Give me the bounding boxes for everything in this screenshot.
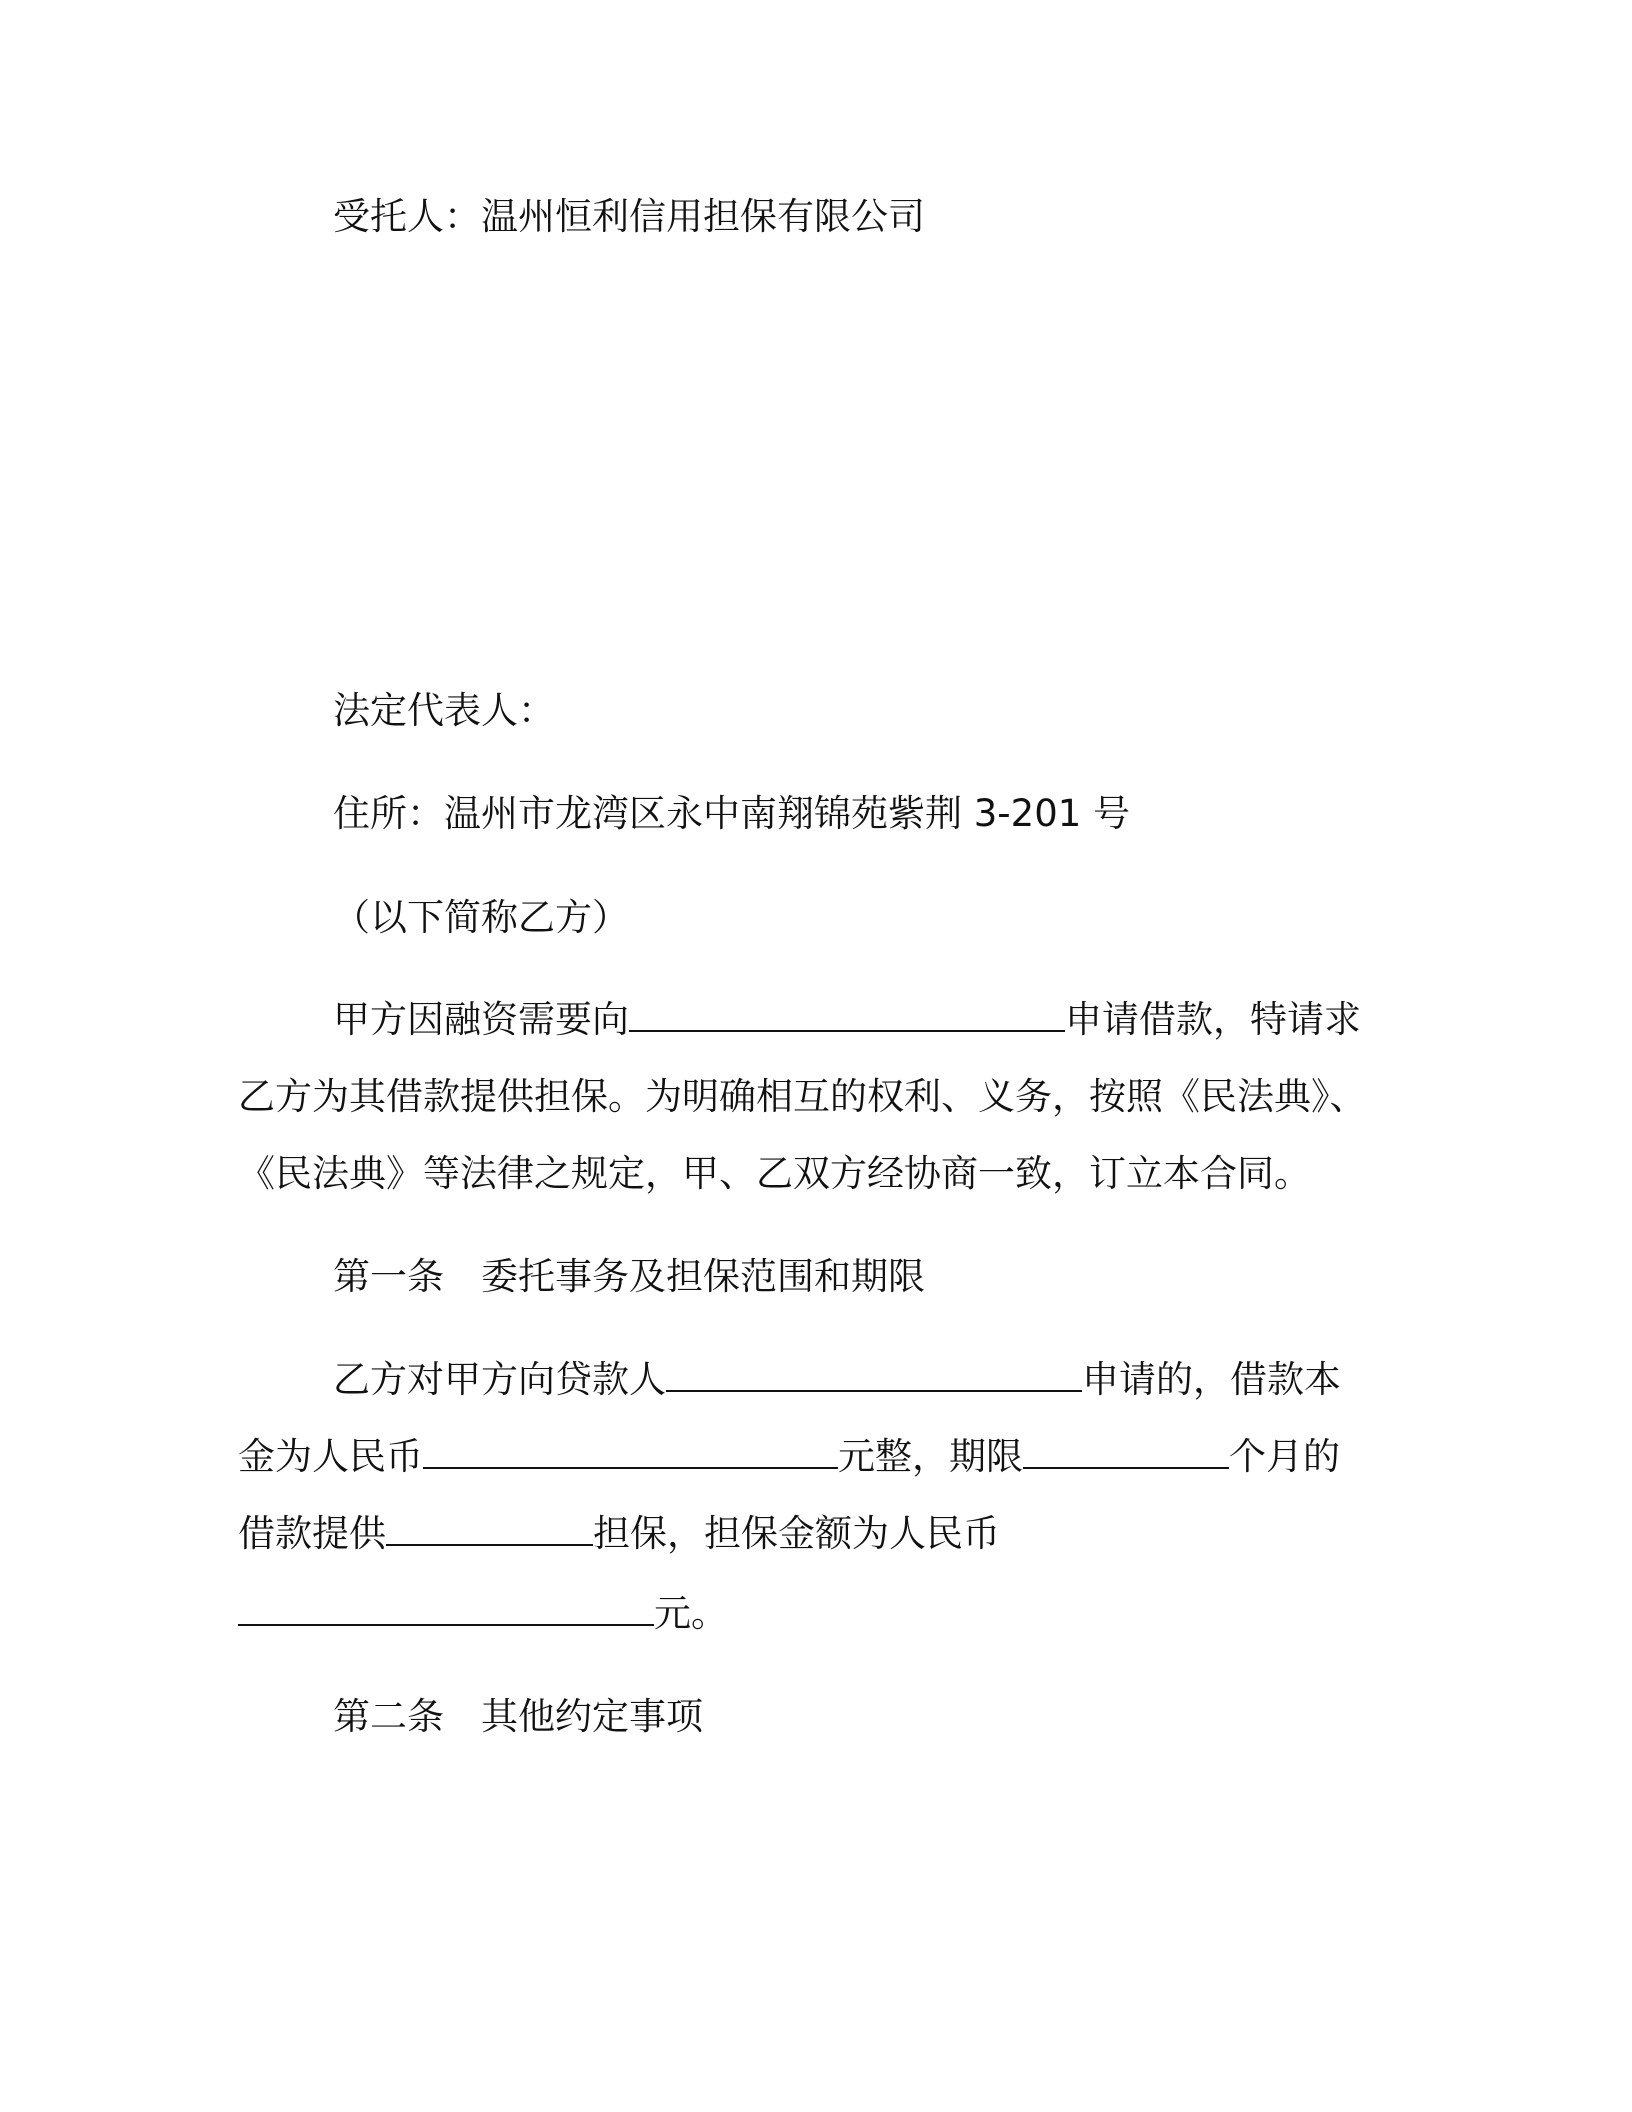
article-1-line-2: [238, 1433, 1340, 1481]
trustee-label: 受托人：: [333, 195, 481, 238]
preamble-line3-text: 《民法典》等法律之规定，甲、乙双方经协商一致，订立本合同。: [238, 1152, 1311, 1195]
preamble-line-2: [238, 1073, 1367, 1121]
article-1-l3a: 借款提供: [238, 1512, 386, 1555]
preamble-part2: 申请借款，特请求: [1065, 998, 1361, 1041]
abbreviation-text: （以下简称乙方）: [333, 896, 629, 939]
article-1-l2a: 金为人民币: [238, 1435, 423, 1478]
article-1-heading: [333, 1253, 925, 1301]
article-1-l1b: 申请的，借款本: [1082, 1358, 1341, 1401]
loan-lender-blank: [666, 1360, 1082, 1392]
article-1-l2b: 元整，期限: [838, 1435, 1023, 1478]
preamble-line-3: [238, 1150, 1311, 1198]
article-1-line-4: [238, 1590, 728, 1638]
guarantee-amount-blank: [238, 1594, 654, 1626]
article-1-l1a: 乙方对甲方向贷款人: [333, 1358, 666, 1401]
address-label: 住所：: [333, 792, 444, 835]
article-1-line-3: [238, 1510, 1000, 1558]
term-blank: [1023, 1437, 1229, 1469]
article-1-l4a: 元。: [654, 1592, 728, 1635]
article-1-line-1: [333, 1356, 1341, 1404]
address-line: [333, 790, 1130, 838]
guarantee-type-blank: [386, 1514, 593, 1546]
trustee-line: [333, 193, 925, 241]
principal-blank: [423, 1437, 838, 1469]
article-2-heading: [333, 1693, 703, 1741]
address-value: 温州市龙湾区永中南翔锦苑紫荆 3-201 号: [444, 792, 1131, 835]
article-1-l2c: 个月的: [1229, 1435, 1340, 1478]
preamble-line2-text: 乙方为其借款提供担保。为明确相互的权利、义务，按照《民法典》、: [238, 1075, 1367, 1118]
legal-rep-label: 法定代表人：: [333, 689, 555, 732]
trustee-name: 温州恒利信用担保有限公司: [481, 195, 925, 238]
lender-blank: [629, 1000, 1065, 1032]
article-2-heading-text: 第二条 其他约定事项: [333, 1695, 703, 1738]
article-1-heading-text: 第一条 委托事务及担保范围和期限: [333, 1255, 925, 1298]
abbreviation-line: [333, 894, 629, 942]
article-1-l3b: 担保，担保金额为人民币: [593, 1512, 1000, 1555]
legal-rep-line: [333, 687, 555, 735]
preamble-line-1: [333, 996, 1361, 1044]
preamble-part1: 甲方因融资需要向: [333, 998, 629, 1041]
